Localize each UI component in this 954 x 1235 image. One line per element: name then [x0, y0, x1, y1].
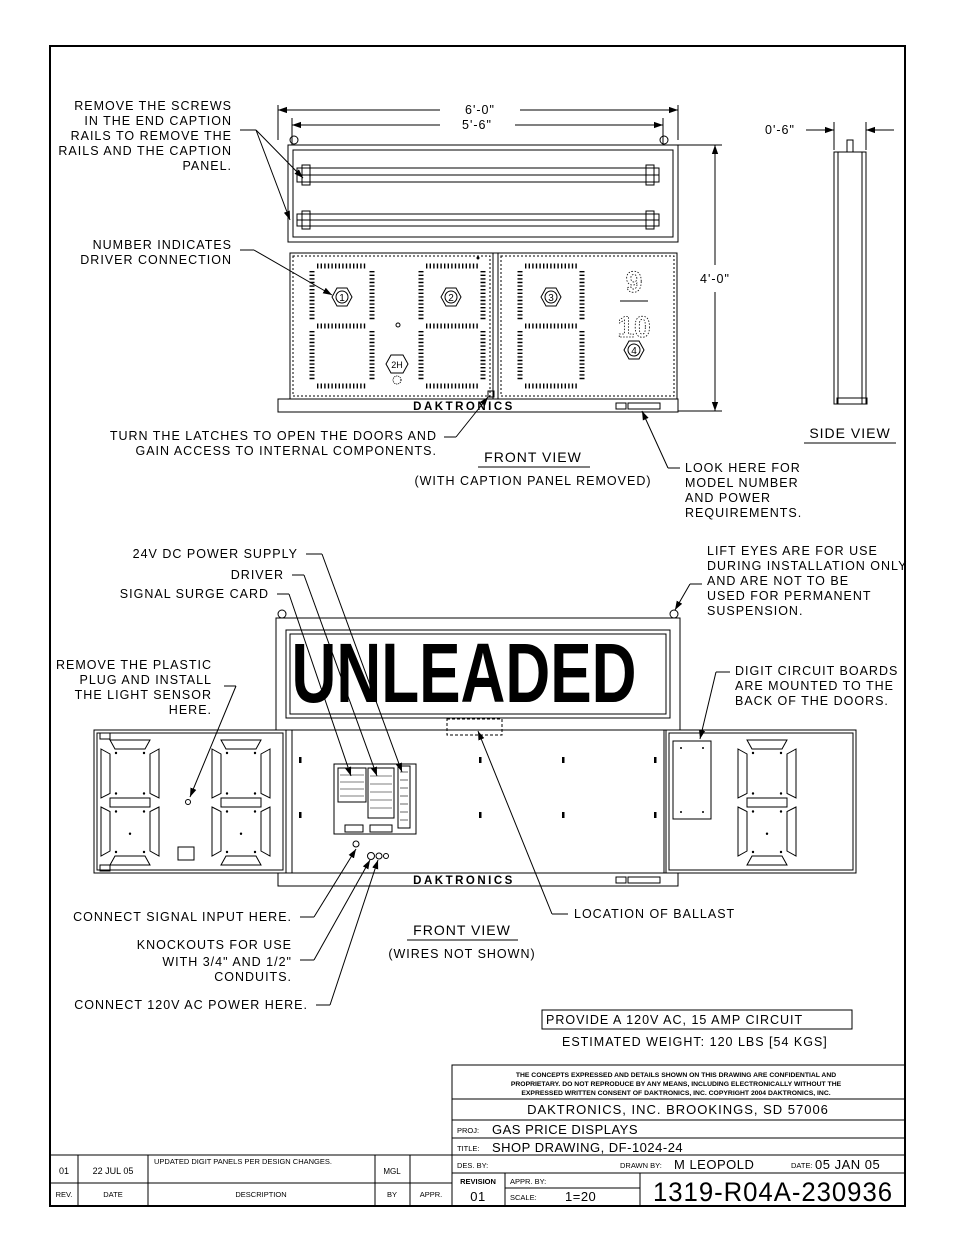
rev-row-by: MGL: [383, 1167, 401, 1176]
company-address: DAKTRONICS, INC. BROOKINGS, SD 57006: [527, 1102, 829, 1117]
svg-text:2H: 2H: [391, 360, 403, 370]
driver-number-3: [541, 288, 561, 306]
svg-text:KNOCKOUTS FOR USE: KNOCKOUTS FOR USE: [136, 938, 292, 952]
svg-text:REMOVE THE PLASTIC: REMOVE THE PLASTIC: [56, 658, 212, 672]
svg-text:BACK OF THE DOORS.: BACK OF THE DOORS.: [735, 694, 889, 708]
svg-text:APPR. BY:: APPR. BY:: [510, 1177, 547, 1186]
svg-text:USED FOR PERMANENT: USED FOR PERMANENT: [707, 589, 872, 603]
svg-text:HERE.: HERE.: [168, 703, 212, 717]
svg-text:CONNECT SIGNAL INPUT HERE.: CONNECT SIGNAL INPUT HERE.: [73, 910, 292, 924]
svg-text:REQUIREMENTS.: REQUIREMENTS.: [685, 506, 803, 520]
segment-digit-3: [520, 266, 582, 386]
fraction-bottom-digit: 10: [617, 311, 651, 344]
svg-text:IN THE END CAPTION: IN THE END CAPTION: [84, 114, 232, 128]
segment-digit-2: [421, 266, 483, 386]
svg-text:TITLE:: TITLE:: [457, 1144, 480, 1153]
svg-text:REV.: REV.: [55, 1190, 73, 1199]
callout-number-indicates: [80, 238, 332, 295]
svg-text:3: 3: [548, 293, 554, 304]
svg-text:DURING INSTALLATION ONLY: DURING INSTALLATION ONLY: [707, 559, 908, 573]
callout-remove-screws: [58, 99, 303, 220]
svg-text:LOOK HERE FOR: LOOK HERE FOR: [685, 461, 801, 475]
drawn-by: M LEOPOLD: [674, 1157, 755, 1172]
svg-text:REVISION: REVISION: [460, 1177, 496, 1186]
svg-text:CONNECT 120V AC POWER HERE.: CONNECT 120V AC POWER HERE.: [74, 998, 308, 1012]
svg-text:FRONT VIEW: FRONT VIEW: [484, 449, 582, 465]
confidential-line-1: THE CONCEPTS EXPRESSED AND DETAILS SHOWN ON THIS DRAWING ARE CONFIDENTIAL AND: [515, 1072, 837, 1079]
svg-text:PLUG AND INSTALL: PLUG AND INSTALL: [79, 673, 212, 687]
svg-text:LOCATION OF BALLAST: LOCATION OF BALLAST: [574, 907, 736, 921]
svg-text:CONDUITS.: CONDUITS.: [214, 970, 292, 984]
driver-number-2: [441, 288, 461, 306]
callout-ac-power: [74, 860, 378, 1012]
callout-lift-eyes: [675, 544, 907, 618]
svg-text:PROJ:: PROJ:: [457, 1126, 480, 1135]
callout-ballast: [478, 731, 735, 921]
svg-text:24V DC POWER SUPPLY: 24V DC POWER SUPPLY: [132, 547, 298, 561]
digit-board-left-2: [212, 740, 270, 865]
rev-row-number: 01: [58, 1166, 70, 1176]
front-view-caption-removed: [278, 136, 678, 413]
revision-block: [50, 1155, 452, 1206]
svg-text:DES. BY:: DES. BY:: [457, 1161, 489, 1170]
svg-text:DIGIT CIRCUIT BOARDS: DIGIT CIRCUIT BOARDS: [735, 664, 899, 678]
rev-row-date: 22 JUL 05: [92, 1166, 134, 1176]
svg-text:1: 1: [339, 293, 345, 304]
svg-text:4: 4: [631, 346, 637, 357]
svg-text:SIGNAL SURGE CARD: SIGNAL SURGE CARD: [119, 587, 269, 601]
svg-text:LIFT EYES ARE FOR USE: LIFT EYES ARE FOR USE: [707, 544, 878, 558]
svg-text:TURN THE LATCHES TO OPEN THE D: TURN THE LATCHES TO OPEN THE DOORS AND: [109, 429, 437, 443]
svg-text:APPR.: APPR.: [419, 1190, 443, 1199]
svg-text:AND POWER: AND POWER: [685, 491, 772, 505]
svg-text:THE LIGHT SENSOR: THE LIGHT SENSOR: [74, 688, 212, 702]
svg-text:DESCRIPTION: DESCRIPTION: [235, 1190, 287, 1199]
svg-text:RAILS AND THE CAPTION: RAILS AND THE CAPTION: [58, 144, 232, 158]
front-view-wires-not-shown: [94, 610, 856, 887]
side-view: [765, 122, 896, 443]
svg-text:BY: BY: [386, 1190, 398, 1199]
driver-number-1: [332, 288, 352, 306]
svg-text:MODEL NUMBER: MODEL NUMBER: [685, 476, 799, 490]
weight-note: ESTIMATED WEIGHT: 120 LBS [54 KGS]: [562, 1035, 828, 1049]
title-block: [452, 1065, 905, 1207]
svg-text:(WITH CAPTION PANEL REMOVED): (WITH CAPTION PANEL REMOVED): [414, 474, 652, 488]
side-view-title: SIDE VIEW: [809, 425, 891, 441]
driver-number-2h: [386, 355, 408, 384]
callout-remove-plug: [56, 658, 236, 797]
svg-text:PANEL.: PANEL.: [182, 159, 232, 173]
digit-board-left-1: [101, 740, 159, 865]
brand-label-bottom: DAKTRONICS: [413, 875, 515, 887]
revision-number: 01: [470, 1189, 486, 1204]
svg-text:SCALE:: SCALE:: [510, 1193, 537, 1202]
segment-digit-1: [312, 266, 372, 386]
svg-text:NUMBER INDICATES: NUMBER INDICATES: [92, 238, 232, 252]
front-view-2-title: [388, 922, 535, 961]
rev-row-description: UPDATED DIGIT PANELS PER DESIGN CHANGES.: [154, 1157, 332, 1166]
unleaded-caption: UNLEADED: [291, 626, 637, 720]
drawing-date: 05 JAN 05: [815, 1157, 881, 1172]
svg-text:REMOVE THE SCREWS: REMOVE THE SCREWS: [74, 99, 232, 113]
dimensions-top: [278, 103, 730, 411]
svg-text:FRONT VIEW: FRONT VIEW: [413, 922, 511, 938]
dim-overall-width: 6'-0": [465, 103, 495, 117]
svg-text:DATE:: DATE:: [791, 1161, 813, 1170]
svg-text:2: 2: [448, 293, 454, 304]
fraction-top-digit: 9: [625, 266, 643, 299]
confidential-line-3: EXPRESSED WRITTEN CONSENT OF DAKTRONICS, INC. COPYRIGHT 2004 DAKTRONICS, INC.: [521, 1090, 831, 1097]
drawing-title: SHOP DRAWING, DF-1024-24: [492, 1140, 684, 1155]
notes: [542, 1010, 852, 1049]
confidential-line-2: PROPRIETARY. DO NOT REPRODUCE BY ANY MEANS, INCLUDING ELECTRONICALLY WITHOUT THE: [510, 1081, 842, 1088]
svg-text:RAILS TO REMOVE THE: RAILS TO REMOVE THE: [70, 129, 232, 143]
svg-text:DRIVER CONNECTION: DRIVER CONNECTION: [80, 253, 232, 267]
dim-inner-width: 5'-6": [462, 118, 492, 132]
svg-text:DRIVER: DRIVER: [230, 568, 284, 582]
circuit-note: PROVIDE A 120V AC, 15 AMP CIRCUIT: [546, 1013, 804, 1027]
dim-height: 4'-0": [700, 272, 730, 286]
svg-text:GAIN ACCESS TO INTERNAL COMPON: GAIN ACCESS TO INTERNAL COMPONENTS.: [135, 444, 437, 458]
svg-text:SUSPENSION.: SUSPENSION.: [707, 604, 804, 618]
digit-board-right: [738, 740, 796, 865]
svg-text:AND ARE NOT TO BE: AND ARE NOT TO BE: [707, 574, 850, 588]
callout-digit-boards: [700, 664, 898, 739]
dim-depth: 0'-6": [765, 123, 795, 137]
svg-text:WITH 3/4" AND 1/2": WITH 3/4" AND 1/2": [162, 955, 292, 969]
svg-text:DATE: DATE: [103, 1190, 123, 1199]
front-view-1-title: [414, 449, 651, 488]
svg-text:(WIRES NOT SHOWN): (WIRES NOT SHOWN): [388, 947, 536, 961]
brand-label-top: DAKTRONICS: [413, 401, 515, 413]
project-name: GAS PRICE DISPLAYS: [492, 1122, 639, 1137]
drawing-number: 1319-R04A-230936: [653, 1177, 893, 1207]
svg-text:DRAWN BY:: DRAWN BY:: [620, 1161, 662, 1170]
scale-value: 1=20: [565, 1189, 597, 1204]
callout-look-here: [642, 411, 802, 520]
svg-text:ARE MOUNTED TO THE: ARE MOUNTED TO THE: [735, 679, 894, 693]
